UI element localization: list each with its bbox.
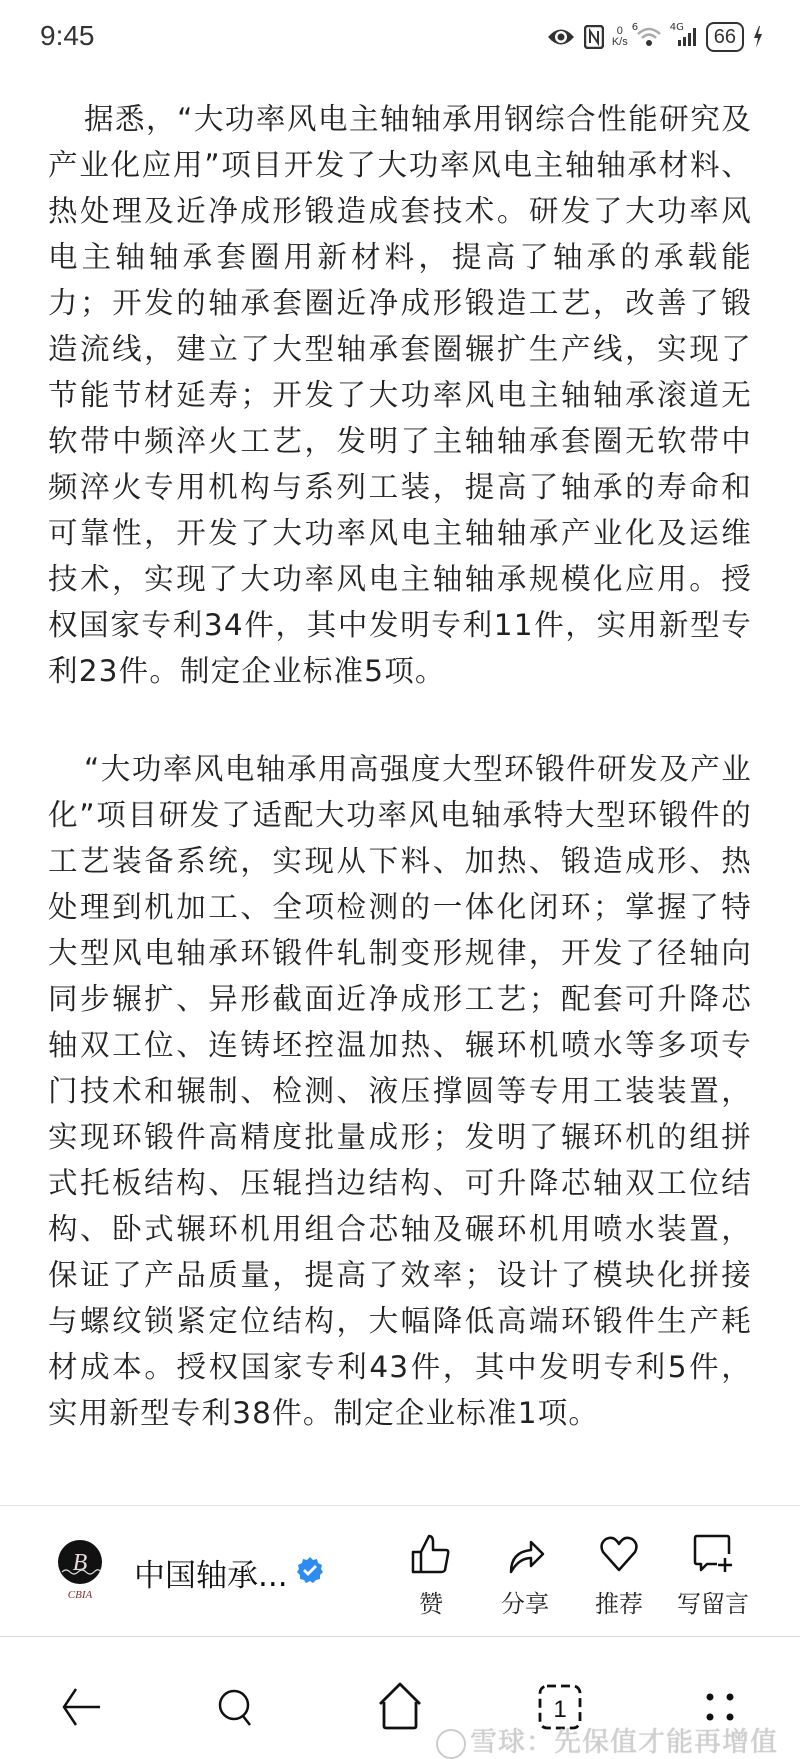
back-button[interactable] <box>50 1677 110 1737</box>
write-comment-label: 写留言 <box>677 1590 749 1618</box>
charging-icon <box>752 25 764 49</box>
article-body <box>48 96 752 1436</box>
status-bar <box>0 0 800 80</box>
net-speed: 0 K/s <box>611 25 628 48</box>
eye-icon <box>546 26 576 48</box>
share-icon <box>503 1532 547 1576</box>
author-bar <box>0 1506 800 1626</box>
svg-text:CBIA: CBIA <box>67 1589 93 1600</box>
article-paragraph: “大功率风电轴承用高强度大型环锻件研发及产业化”项目研发了适配大功率风电轴承特大型环锻件的工艺装备系统，实现从下料、加热、锻造成形、热处理到机加工、全项检测的一体化闭环；掌握了特大型风电轴承环锻件轧制变形规律，开发了径轴向同步辗扩、异形截面近净成形工艺；配套可升降芯轴双工位、连铸坯控温加热、辗环机喷水等多项专门技术和辗制、检测、液压撑圆等专用工装装置，实现环锻件高精度批量成形；发明了辗环机的组拼式托板结构、压辊挡边结构、可升降芯轴双工位结构、卧式辗环机用组合芯轴及碾环机用喷水装置，保证了产品质量，提高了效率；设计了模块化拼接与螺纹锁紧定位结构，大幅降低高端环锻件生产耗材成本。授权国家专利43件，其中发明专利5件，实用新型专利38件。制定企业标准1项。 <box>48 752 752 1430</box>
search-icon <box>212 1683 260 1731</box>
snowball-logo-icon <box>436 1729 466 1759</box>
watermark: 雪球：先保值才能再增值 <box>436 1720 778 1759</box>
status-icons <box>546 22 764 52</box>
like-label: 赞 <box>419 1590 443 1618</box>
article-paragraph: 据悉，“大功率风电主轴轴承用钢综合性能研究及产业化应用”项目开发了大功率风电主轴轴承材料、热处理及近净成形锻造成套技术。研发了大功率风电主轴轴承套圈用新材料，提高了轴承的承载能力；开发的轴承套圈近净成形锻造工艺，改善了锻造流线，建立了大型轴承套圈辗扩生产线，实现了节能节材延寿；开发了大功率风电主轴轴承滚道无软带中频淬火工艺，发明了主轴轴承套圈无软带中频淬火专用机构与系列工装，提高了轴承的寿命和可靠性，开发了大功率风电主轴轴承产业化及运维技术，实现了大功率风电主轴轴承规模化应用。授权国家专利34件，其中发明专利11件，实用新型专利23件。制定企业标准5项。 <box>48 102 752 688</box>
svg-text:B: B <box>72 1550 88 1576</box>
like-button[interactable] <box>386 1532 476 1619</box>
author-name[interactable]: 中国轴承... <box>134 1558 288 1594</box>
wifi-icon: 6 <box>636 26 662 48</box>
home-icon <box>376 1682 424 1732</box>
recommend-label: 推荐 <box>595 1590 643 1618</box>
recommend-button[interactable] <box>574 1532 664 1619</box>
status-time: 9:45 <box>40 20 95 51</box>
thumbs-up-icon <box>409 1532 453 1576</box>
back-icon <box>56 1683 104 1731</box>
search-button[interactable] <box>206 1677 266 1737</box>
verified-badge-icon <box>296 1556 324 1584</box>
share-label: 分享 <box>501 1590 549 1618</box>
share-button[interactable] <box>480 1532 570 1619</box>
heart-icon <box>597 1532 641 1576</box>
svg-text:1: 1 <box>553 1696 567 1723</box>
battery-icon: 66 <box>706 22 744 52</box>
comment-add-icon <box>691 1532 735 1576</box>
home-button[interactable] <box>370 1677 430 1737</box>
signal-icon: 4G <box>670 26 698 48</box>
write-comment-button[interactable] <box>668 1532 758 1619</box>
nfc-icon <box>584 25 604 49</box>
avatar[interactable] <box>52 1538 108 1600</box>
